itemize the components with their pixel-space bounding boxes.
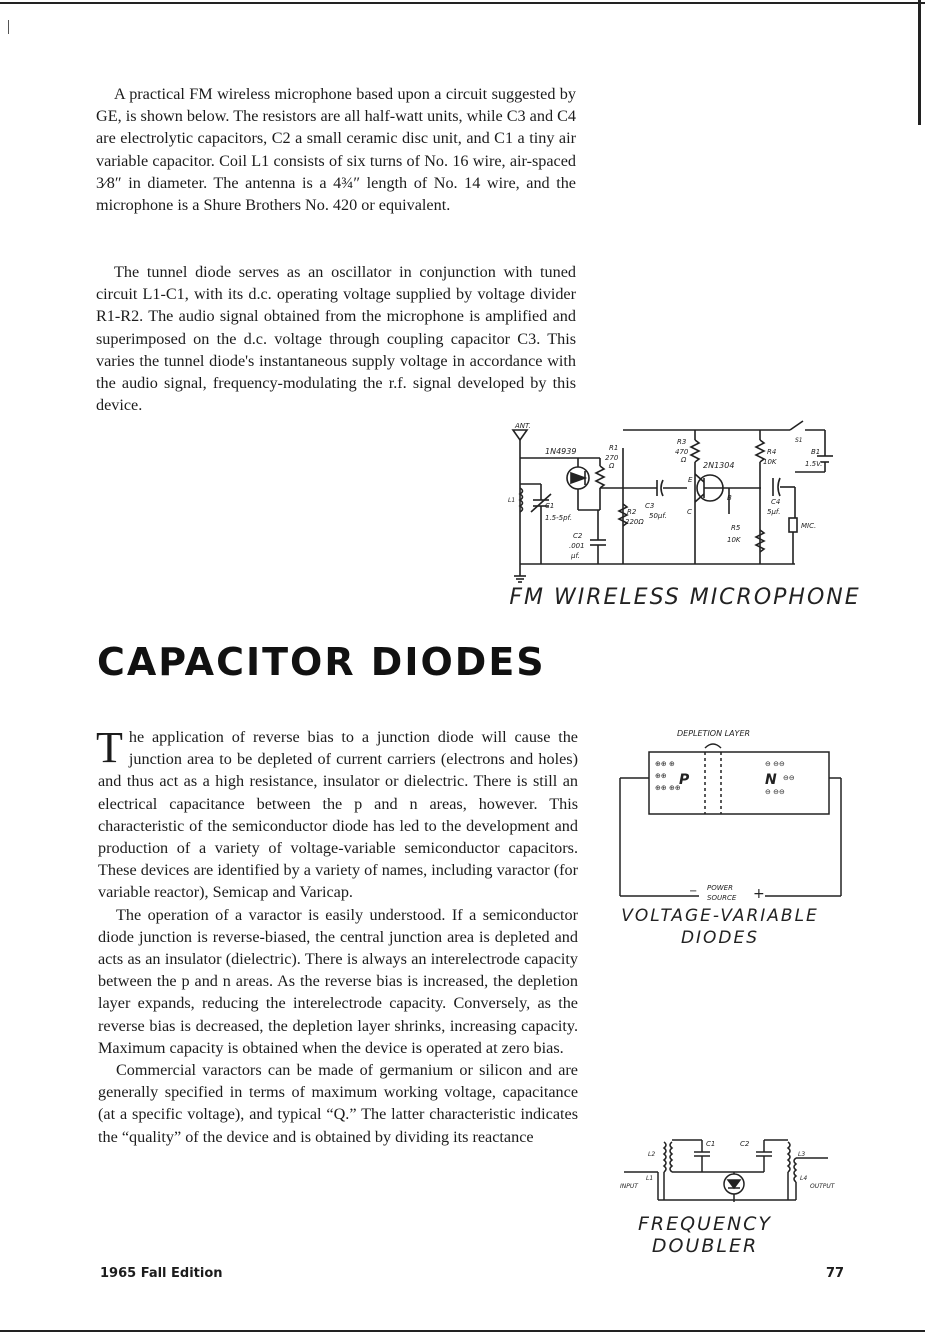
label-transistor: 2N1304 [703,461,735,470]
p-region-label: P [679,772,690,788]
label-r1: R1 [609,444,619,452]
page-number: 77 [826,1266,845,1281]
label-s1: S1 [795,437,803,444]
label-c1: C1 [545,502,555,510]
plus-sign: + [753,886,765,902]
drop-cap: T [96,723,123,772]
fm-article-paragraph-1: A practical FM wireless microphone based upon a circuit suggested by GE, is shown below. The resistors are all half-watt units, while C3 and C4 are electrolytic capacitors, C2 a small ceramic disc unit, and C1 a tiny air variable capacitor. Coil L1 consists of six turns of No. 16 wire, air-spaced 3⁄8″ in diameter. The antenna is a 4¾″ length of No. 14 wire, and the microphone is a Shure Brothers No. 420 or equivalent. [96,85,576,215]
label-c: C [687,508,692,516]
fd-label-l1: L1 [646,1175,654,1182]
depletion-layer-label: DEPLETION LAYER [677,729,751,738]
fd-label-input: INPUT [620,1183,638,1190]
label-c3-value: 50μf. [649,512,667,520]
label-b1: B1 [811,448,821,456]
fm-wireless-microphone-schematic [505,418,865,586]
label-r5: R5 [731,524,741,532]
label-r3: R3 [677,438,687,446]
label-r5-value: 10K [727,536,741,544]
footer-edition: 1965 Fall Edition [100,1266,223,1281]
label-l1: L1 [508,497,516,504]
n-region-label: N [765,772,777,788]
label-c4: C4 [771,498,781,506]
right-edge-rule [918,0,921,125]
label-r1-value: 270 [605,454,619,462]
source-label: SOURCE [707,894,737,902]
n-region-charges: ⊖ ⊖⊖ [765,760,785,768]
label-r2-value: 220Ω [625,518,644,526]
fd-label-l4: L4 [800,1175,808,1182]
label-c2-value: .001 [569,542,585,550]
capacitor-paragraph-3: Commercial varactors can be made of germanium or silicon and are generally specified in terms of maximum working voltage, capacitance (at a specific voltage), and typical “Q.” The latter characteristic indicates the “quality” of the device and is obtained by dividing its reactance [98,1061,578,1146]
label-r3-value: 470 [675,448,689,456]
top-rule [0,2,925,4]
label-c2-unit: μf. [571,552,581,560]
label-c1-value: 1.5-5pf. [545,514,573,522]
voltage-variable-diode-diagram [615,722,845,904]
label-c2: C2 [573,532,583,540]
label-r3-unit: Ω [681,456,687,464]
fd-label-l2: L2 [648,1151,656,1158]
p-region-charges: ⊕⊕ ⊕ [655,760,675,768]
n-region-charges-2: ⊖⊖ [783,774,795,782]
fd-label-c2: C2 [740,1140,750,1148]
fd-label-c1: C1 [706,1140,716,1148]
p-region-charges-2: ⊕⊕ [655,772,667,780]
vv-caption-line-2: DIODES [680,928,760,948]
fd-label-l3: L3 [798,1151,806,1158]
fd-caption-line-1: FREQUENCY [637,1213,773,1235]
frequency-doubler-diagram [618,1128,848,1208]
fm-diagram-caption: FM WIRELESS MICROPHONE [509,585,861,610]
fm-article-paragraph-2: The tunnel diode serves as an oscillator in conjunction with tuned circuit L1-C1, with its d.c. operating voltage supplied by voltage divider R1-R2. The audio signal obtained from the microphone is amplified and superimposed on the d.c. voltage through coupling capacitor C3. This varies the tunnel diode's instantaneous supply voltage in accordance with the audio signal, frequency-modulating the r.f. signal developed by this device. [96,263,576,415]
capacitor-paragraph-1-text: he application of reverse bias to a junction diode will cause the junction area to be depleted of current carriers (electrons and holes) and thus act as a high resistance, insulator or dielectric. There is still an electrical capacitance between the p and n areas, however. This characteristic of the semiconductor diode has led to the development and production of a variety of voltage-variable semiconductor capacitors. These devices are identified by a variety of names, including varactor (for variable reactor), Semicap and Varicap. [98,728,578,902]
fd-label-output: OUTPUT [810,1183,835,1190]
label-c4-value: 5μf. [767,508,781,516]
vv-caption-line-1: VOLTAGE-VARIABLE [621,906,819,926]
label-mic: MIC. [801,522,817,530]
label-c3: C3 [645,502,655,510]
label-r4: R4 [767,448,777,456]
label-r1-unit: Ω [609,462,615,470]
label-ant: ANT. [515,422,531,430]
label-r4-value: 10K [763,458,777,466]
capacitor-diodes-body [96,723,578,1148]
capacitor-paragraph-2: The operation of a varactor is easily understood. If a semiconductor diode junction is reverse-biased, the central junction area is depleted and acts as an insulator (dielectric). There is always an interelectrode capacity between the p and n areas. As the reverse bias is increased, the depletion layer expands, reducing the interelectrode capacity. Conversely, as the reverse bias is decreased, the depletion layer shrinks, increasing capacity. Maximum capacity is obtained when the device is operated at zero bias. [98,905,578,1057]
power-label: POWER [707,884,733,892]
label-b: B [727,494,732,502]
label-diode: 1N4939 [545,447,577,456]
bottom-rule [0,1330,925,1332]
capacitor-paragraph-1 [96,723,578,904]
n-region-charges-3: ⊖ ⊖⊖ [765,788,785,796]
p-region-charges-3: ⊕⊕ ⊕⊕ [655,784,681,792]
minus-sign: − [689,886,698,897]
left-margin-mark [8,20,9,34]
label-r2: R2 [627,508,637,516]
label-e: E [688,476,693,484]
fd-caption-line-2: DOUBLER [651,1235,759,1257]
label-b1-value: 1.5V. [805,460,823,468]
section-heading: CAPACITOR DIODES [97,640,546,684]
